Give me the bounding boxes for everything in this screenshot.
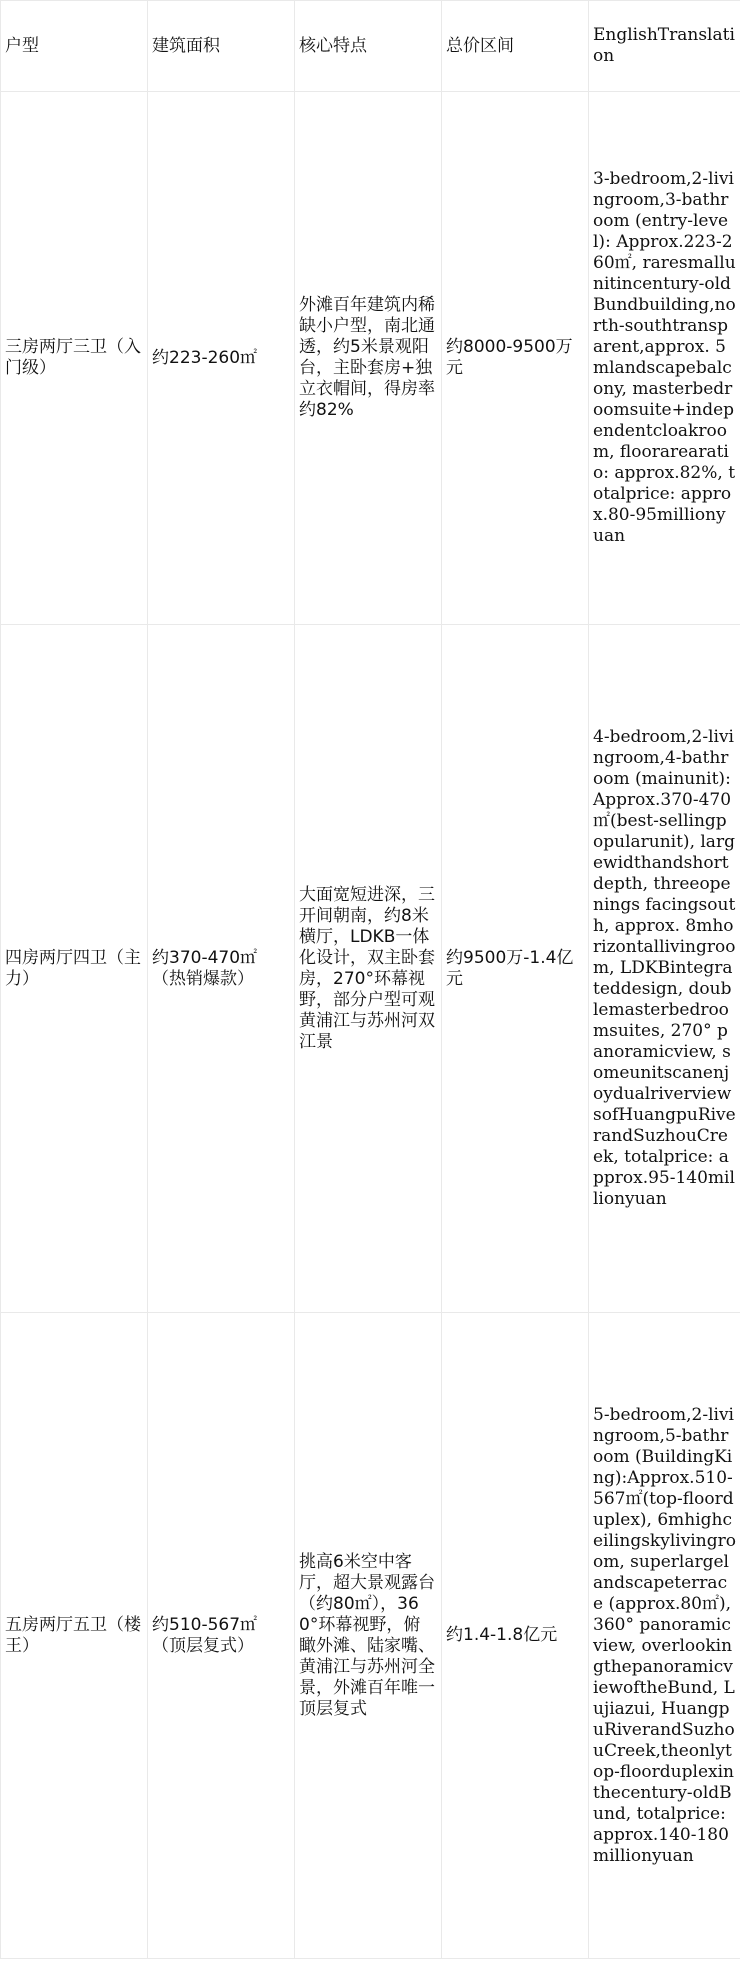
table-row: [1, 625, 740, 1313]
header-english-translation: EnglishTranslation: [589, 1, 740, 92]
cell-english-translation: 5-bedroom,2-livingroom,5-bathroom (BuildingKing):Approx.510-567㎡(top-floorduplex), 6mhighceilingskylivingroom, superlargelandscapeterrace (approx.80㎡), 360° panoramicview, overlookingthepanoramicviewoftheBund, Lujiazui, HuangpuRiverandSuzhouCreek,theonlytop-floorduplexinthecentury-oldBund, totalprice: approx.140-180millionyuan: [589, 1313, 740, 1959]
cell-building-area: 约510-567㎡（顶层复式）: [148, 1313, 295, 1959]
cell-price-range: 约1.4-1.8亿元: [442, 1313, 589, 1959]
header-building-area: 建筑面积: [148, 1, 295, 92]
cell-core-features: 挑高6米空中客厅，超大景观露台（约80㎡），360°环幕视野，俯瞰外滩、陆家嘴、黄浦江与苏州河全景，外滩百年唯一顶层复式: [295, 1313, 442, 1959]
cell-price-range: 约8000-9500万元: [442, 92, 589, 625]
cell-price-range: 约9500万-1.4亿元: [442, 625, 589, 1313]
table-row: [1, 1313, 740, 1959]
cell-english-translation: 4-bedroom,2-livingroom,4-bathroom (mainunit): Approx.370-470㎡(best-sellingpopularunit), largewidthandshortdepth, threeopenings facingsouth, approx. 8mhorizontallivingroom, LDKBintegrateddesign, doublemasterbedroomsuites, 270° panoramicview, someunitscanenjoydualriverviewsofHuangpuRiverandSuzhouCreek, totalprice: approx.95-140millionyuan: [589, 625, 740, 1313]
table-row: [1, 92, 740, 625]
cell-unit-type: 四房两厅四卫（主力）: [1, 625, 148, 1313]
header-unit-type: 户型: [1, 1, 148, 92]
cell-building-area: 约370-470㎡（热销爆款）: [148, 625, 295, 1313]
cell-core-features: 外滩百年建筑内稀缺小户型，南北通透，约5米景观阳台，主卧套房+独立衣帽间，得房率约82%: [295, 92, 442, 625]
cell-building-area: 约223-260㎡: [148, 92, 295, 625]
header-core-features: 核心特点: [295, 1, 442, 92]
cell-core-features: 大面宽短进深，三开间朝南，约8米横厅，LDKB一体化设计，双主卧套房，270°环幕视野，部分户型可观黄浦江与苏州河双江景: [295, 625, 442, 1313]
cell-unit-type: 三房两厅三卫（入门级）: [1, 92, 148, 625]
cell-english-translation: 3-bedroom,2-livingroom,3-bathroom (entry-level): Approx.223-260㎡, raresmallunitincentury-oldBundbuilding,north-southtransparent,approx. 5mlandscapebalcony, masterbedroomsuite+independentcloakroom, floorarearatio: approx.82%, totalprice: approx.80-95millionyuan: [589, 92, 740, 625]
cell-unit-type: 五房两厅五卫（楼王）: [1, 1313, 148, 1959]
table-header-row: [1, 1, 740, 92]
header-price-range: 总价区间: [442, 1, 589, 92]
